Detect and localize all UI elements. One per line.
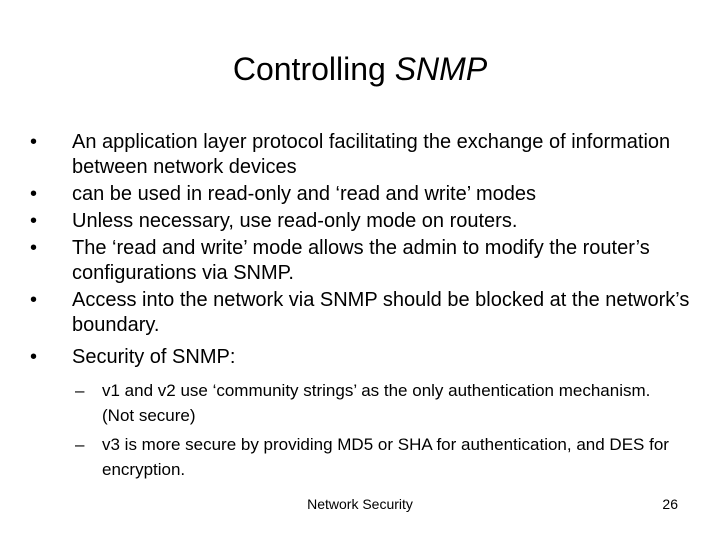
bullet-text: Security of SNMP:	[72, 346, 236, 368]
bullet-dot: •	[30, 183, 38, 205]
bullet-dot: •	[30, 237, 38, 259]
bullet-item	[30, 209, 690, 234]
sub-bullet-dash: –	[75, 435, 85, 454]
bullet-dot: •	[30, 346, 38, 368]
bullet-dot: •	[30, 131, 38, 153]
bullet-list	[30, 130, 690, 370]
bullet-dot: •	[30, 289, 38, 311]
slide-title	[0, 50, 720, 88]
sub-bullet-list	[75, 378, 685, 486]
bullet-item	[30, 288, 690, 338]
bullet-text: An application layer protocol facilitating the exchange of information between network devices	[72, 131, 671, 178]
sub-bullet-item	[75, 432, 685, 482]
bullet-text: Access into the network via SNMP should be blocked at the network’s boundary.	[72, 289, 690, 336]
slide-title-em: SNMP	[394, 51, 488, 87]
bullet-item	[30, 236, 690, 286]
sub-bullet-text: v3 is more secure by providing MD5 or SHA for authentication, and DES for encryption.	[102, 435, 669, 479]
slide-title-main: Controlling	[232, 51, 395, 87]
bullet-item	[30, 182, 690, 207]
page-number: 26	[662, 496, 678, 512]
sub-bullet-text: v1 and v2 use ‘community strings’ as the only authentication mechanism. (Not secure)	[102, 381, 651, 425]
footer-title: Network Security	[307, 496, 413, 512]
sub-bullet-dash: –	[75, 381, 85, 400]
bullet-text: can be used in read-only and ‘read and write’ modes	[72, 183, 536, 205]
bullet-dot: •	[30, 210, 38, 232]
sub-bullet-item	[75, 378, 685, 428]
bullet-item	[30, 130, 690, 180]
bullet-text: Unless necessary, use read-only mode on routers.	[72, 210, 518, 232]
bullet-item	[30, 345, 690, 370]
bullet-text: The ‘read and write’ mode allows the admin to modify the router’s configurations via SNMP.	[72, 237, 650, 284]
